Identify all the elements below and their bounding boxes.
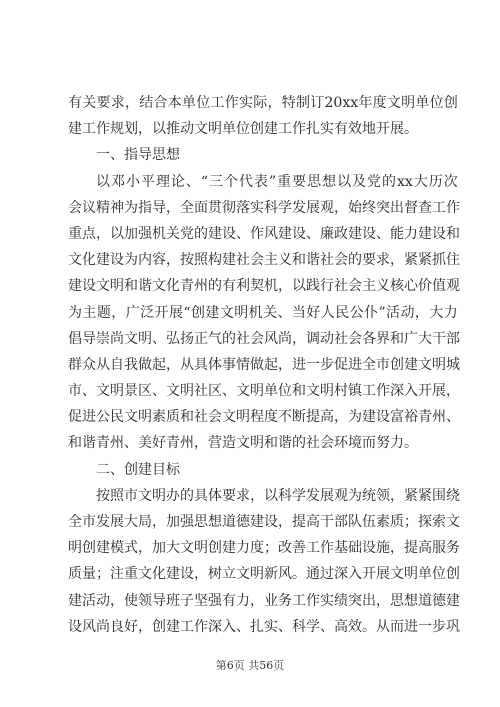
text-line: 重 点 ， 以 加 强 机 关 党 的 建 设 、 作 风 建 设 、 廉 政 建 设 、 能 力 建 设 和: [68, 225, 460, 242]
text-line: 促 进 公 民 文 明 素 质 和 社 会 文 明 程 度 不 断 提 高 ， 为 建 设 富 裕 青 州 、: [68, 409, 460, 426]
text-line: 以 邓 小 平 理 论 、 “ 三 个 代 表 ” 重 要 思 想 以 及 党 的 xx 大 历 次: [96, 173, 458, 190]
section-heading: 一、指导思想: [96, 147, 180, 164]
text-line: 全 市 发 展 大 局 ， 加 强 思 想 道 德 建 设 ， 提 高 干 部 队 伍 素 质 ； 探 索 文: [68, 514, 460, 530]
section-heading: 二、创建目标: [96, 461, 180, 478]
text-line: 市 、 文 明 景 区 、 文 明 社 区 、 文 明 单 位 和 文 明 村 镇 工 作 深 入 开 展 ，: [68, 383, 460, 400]
text-line: 会 议 精 神 为 指 导 ， 全 面 贯 彻 落 实 科 学 发 展 观 ， 始 终 突 出 督 查 工 作: [68, 199, 460, 216]
text-line: 有 关 要 求 ， 结 合 本 单 位 工 作 实 际 ， 特 制 订 20xx 年 度 文 明 单 位 创: [68, 95, 458, 111]
text-line: 质 量 ； 注 重 文 化 建 设 ， 树 立 文 明 新 风 。 通 过 深 入 开 展 文 明 单 位 创: [68, 566, 460, 583]
page-footer: 第6页 共56页: [215, 659, 285, 672]
text-line: 建 活 动 ， 使 领 导 班 子 坚 强 有 力 ， 业 务 工 作 实 绩 突 出 ， 思 想 道 德 建: [68, 592, 460, 609]
text-line: 设 风 尚 良 好 ， 创 建 工 作 深 入 、 扎 实 、 科 学 、 高 效 。 从 而 进 一 步 巩: [68, 618, 460, 635]
text-line: 按 照 市 文 明 办 的 具 体 要 求 ， 以 科 学 发 展 观 为 统 领 ， 紧 紧 围 绕: [96, 487, 460, 504]
text-line: 倡 导 崇 尚 文 明 、 弘 扬 正 气 的 社 会 风 尚 ， 调 动 社 会 各 界 和 广 大 干 部: [68, 330, 460, 347]
text-line: 和谐青州、美好青州，营造文明和谐的社会环境而努力。: [68, 435, 418, 452]
text-line: 群 众 从 自 我 做 起 ， 从 具 体 事 情 做 起 ， 进 一 步 促 进 全 市 创 建 文 明 城: [68, 356, 460, 373]
text-line: 为 主 题 ， 广 泛 开 展 “ 创 建 文 明 机 关 、 当 好 人 民 公 仆 ” 活 动 ， 大 力: [68, 304, 458, 321]
document-body: [68, 90, 458, 640]
text-line: 建 设 文 明 和 谐 文 化 青 州 的 有 利 契 机 ， 以 践 行 社 会 主 义 核 心 价 值 观: [68, 278, 460, 295]
text-line: 文 化 建 设 为 内 容 ， 按 照 构 建 社 会 主 义 和 谐 社 会 的 要 求 ， 紧 紧 抓 住: [68, 252, 460, 269]
text-line: 建工作规划，以推动文明单位创建工作扎实有效地开展。: [68, 121, 418, 138]
text-line: 明 创 建 模 式 ， 加 大 文 明 创 建 力 度 ； 改 善 工 作 基 础 设 施 ， 提 高 服 务: [68, 540, 460, 557]
